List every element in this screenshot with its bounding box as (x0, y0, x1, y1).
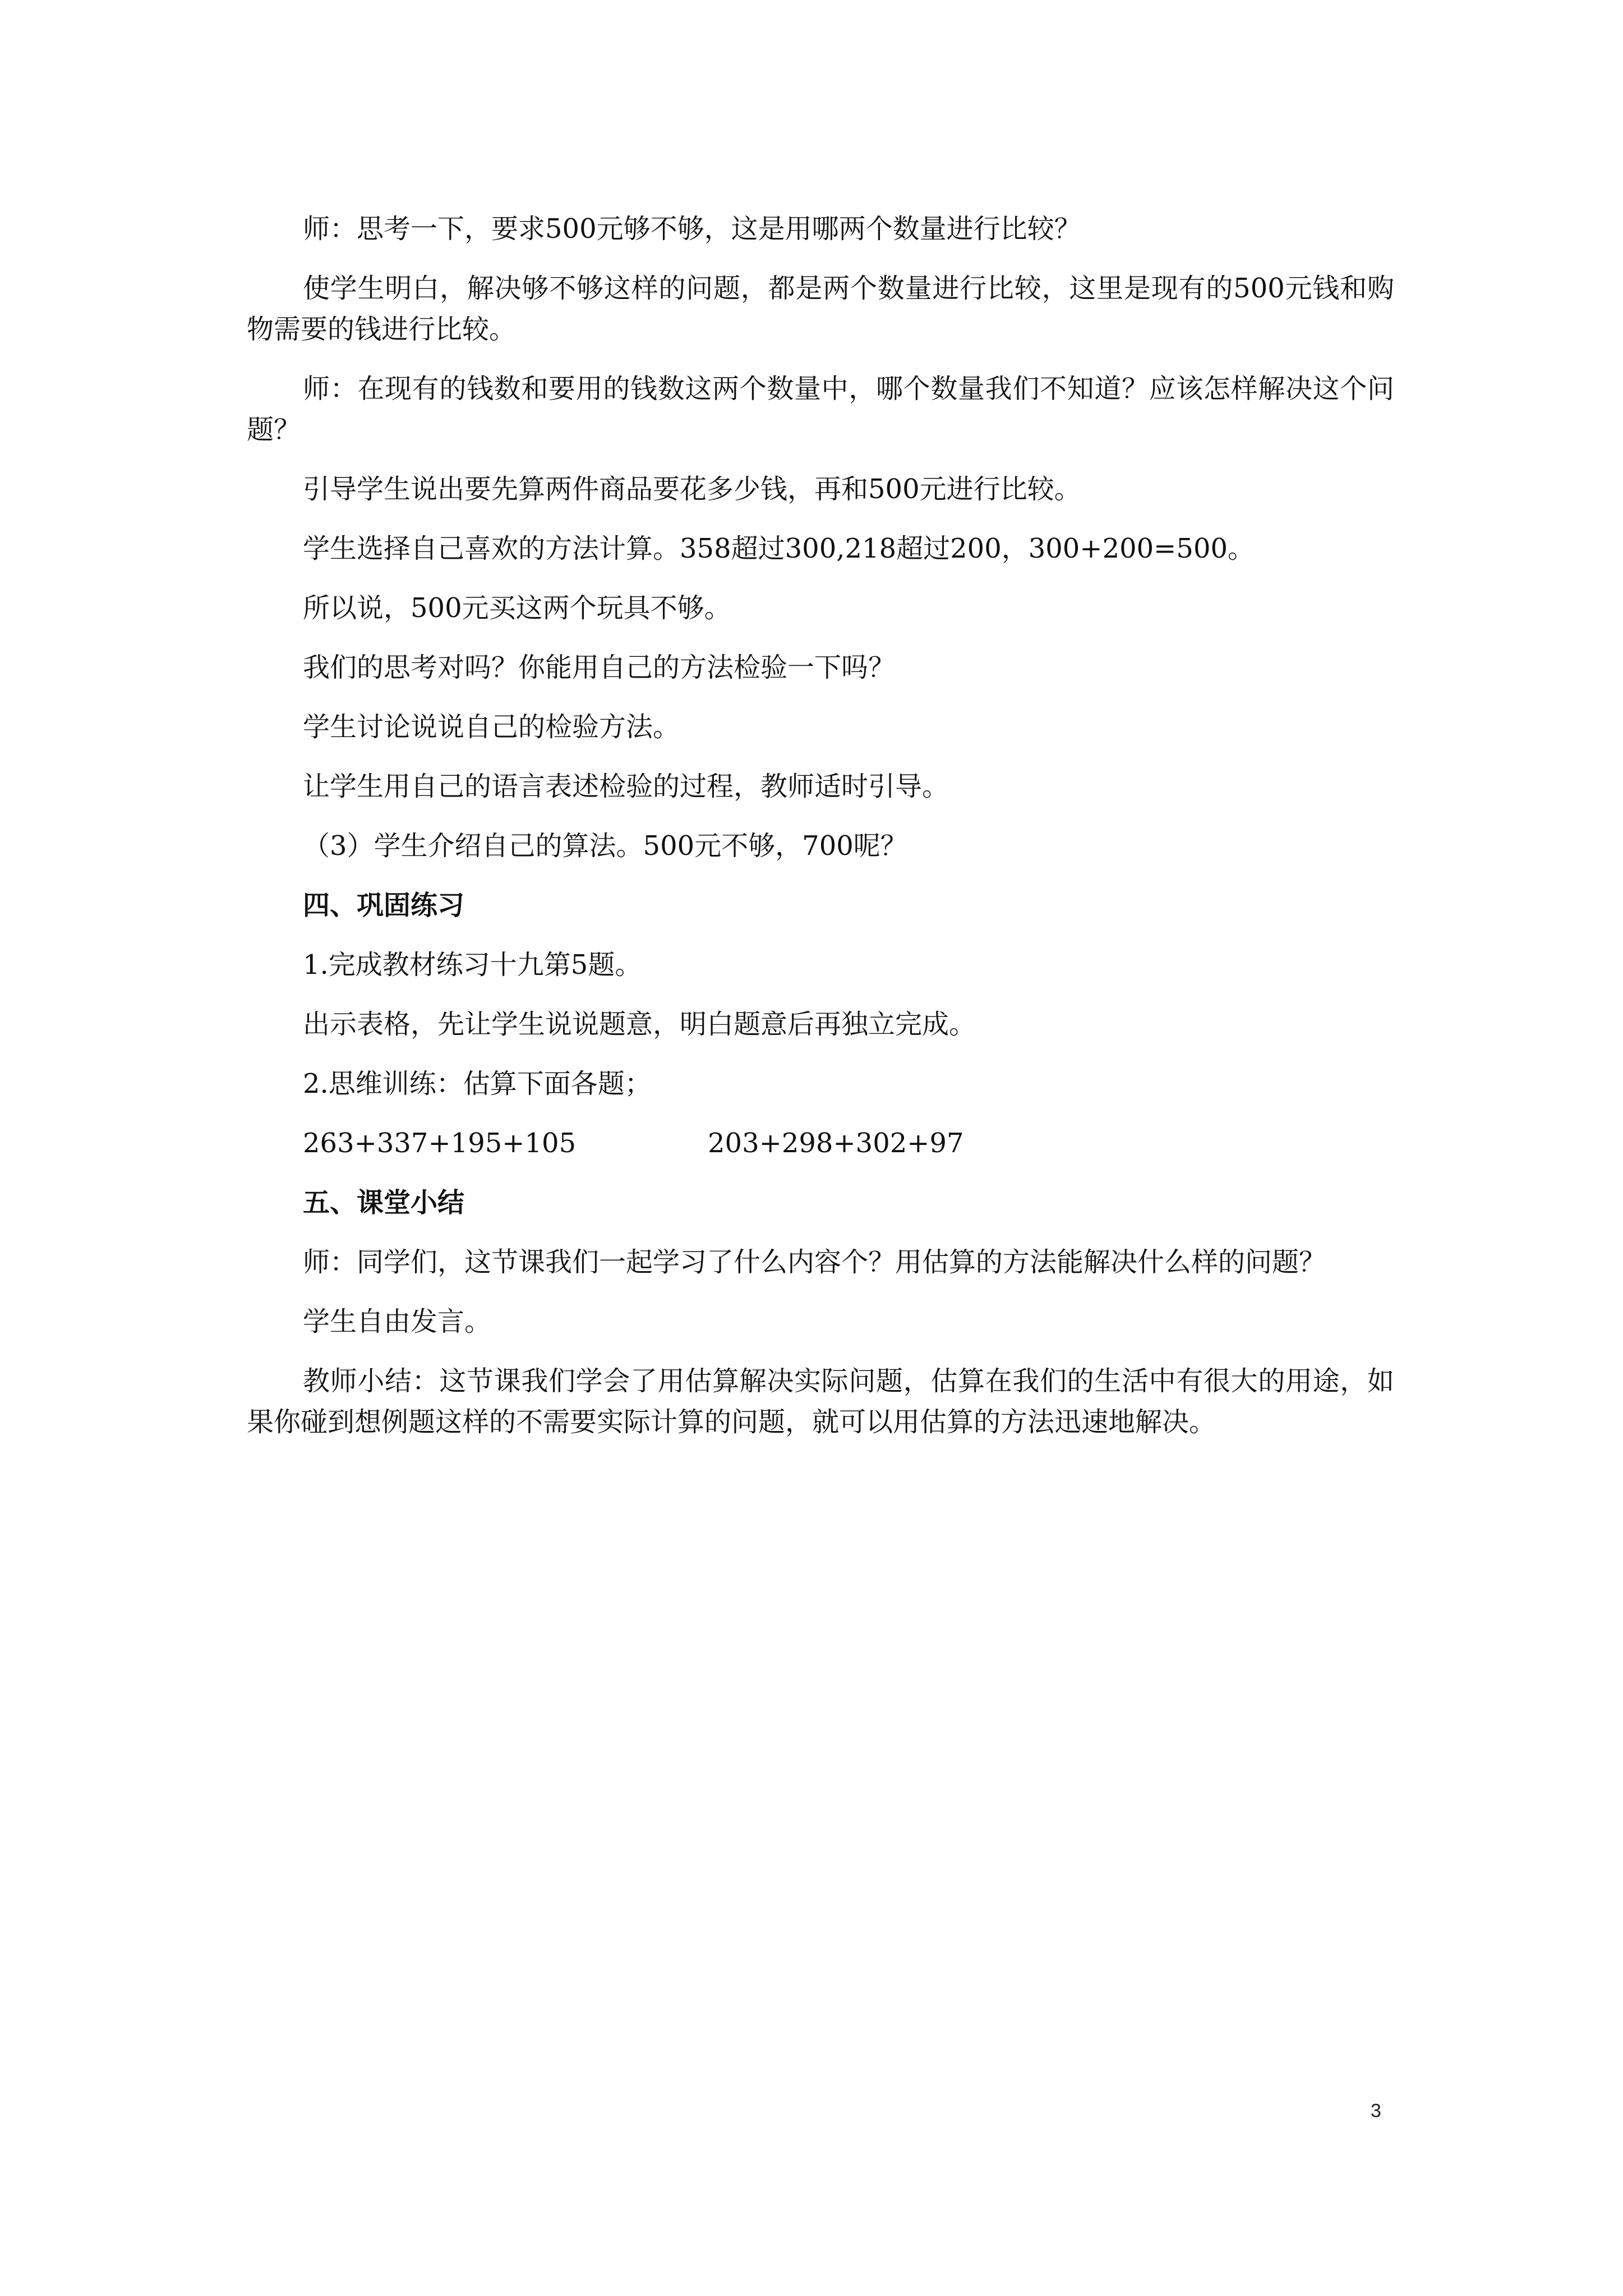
document-body (247, 209, 1394, 1461)
paragraph-algorithm-intro: （3）学生介绍自己的算法。500元不够，700呢？ (303, 830, 907, 862)
paragraph-student-explain: 让学生用自己的语言表述检验的过程，教师适时引导。 (303, 771, 949, 802)
exercise-item-1: 1.完成教材练习十九第5题。 (303, 949, 642, 981)
section-heading-summary: 五、课堂小结 (303, 1187, 465, 1218)
paragraph-conclusion: 所以说，500元买这两个玩具不够。 (303, 592, 731, 624)
paragraph-student-understanding: 使学生明白，解决够不够这样的问题，都是两个数量进行比较，这里是现有的500元钱和购物需要的钱进行比较。 (247, 273, 1394, 345)
exercise-item-2: 2.思维训练：估算下面各题； (303, 1068, 652, 1099)
exercise-instruction: 出示表格，先让学生说说题意，明白题意后再独立完成。 (303, 1009, 976, 1040)
summary-teacher-conclusion: 教师小结：这节课我们学会了用估算解决实际问题，估算在我们的生活中有很大的用途，如果你碰到想例题这样的不需要实际计算的问题，就可以用估算的方法迅速地解决。 (247, 1365, 1394, 1438)
expression-right: 203+298+302+97 (708, 1128, 964, 1159)
estimation-expression-row (247, 1123, 1394, 1164)
page-number: 3 (1371, 2100, 1381, 2122)
paragraph-teacher-question-1: 师：思考一下，要求500元够不够，这是用哪两个数量进行比较？ (303, 213, 1081, 245)
paragraph-check-question: 我们的思考对吗？你能用自己的方法检验一下吗？ (303, 652, 896, 683)
summary-student-response: 学生自由发言。 (303, 1306, 492, 1337)
summary-teacher-question: 师：同学们，这节课我们一起学习了什么内容个？用估算的方法能解决什么样的问题？ (303, 1246, 1326, 1278)
paragraph-teacher-question-2: 师：在现有的钱数和要用的钱数这两个数量中，哪个数量我们不知道？应该怎样解决这个问题？ (247, 373, 1394, 445)
expression-left: 263+337+195+105 (303, 1128, 577, 1159)
paragraph-guidance: 引导学生说出要先算两件商品要花多少钱，再和500元进行比较。 (303, 473, 1081, 505)
paragraph-method: 学生选择自己喜欢的方法计算。358超过300,218超过200，300+200=500。 (303, 533, 1255, 564)
section-heading-consolidation: 四、巩固练习 (303, 890, 465, 921)
paragraph-discussion: 学生讨论说说自己的检验方法。 (303, 711, 680, 743)
